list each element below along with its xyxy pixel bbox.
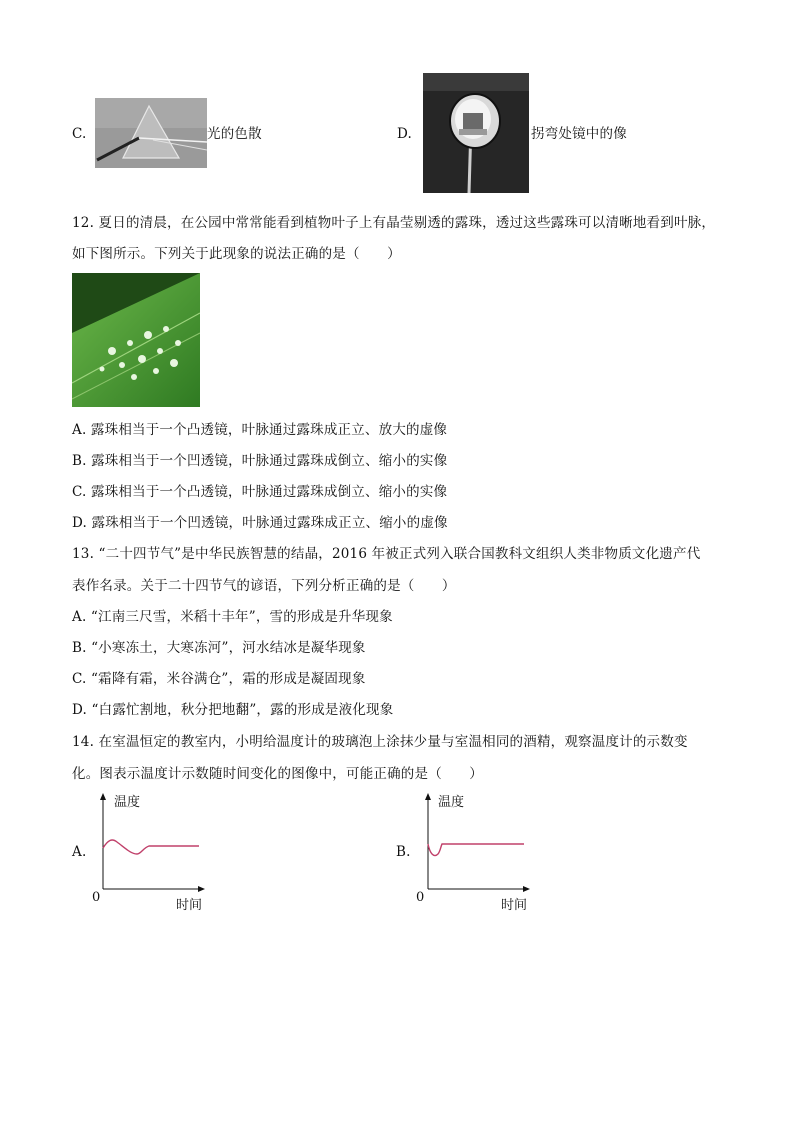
q14-graph-a-ylabel: 温度 xyxy=(114,795,141,810)
q14-graph-a-x-arrow xyxy=(198,886,205,892)
q14-graph-a-xlabel: 时间 xyxy=(176,898,203,913)
q14-graph-b-y-arrow xyxy=(425,793,431,800)
q14-stem-line1: 14. 在室温恒定的教室内，小明给温度计的玻璃泡上涂抹少量与室温相同的酒精，观察温度计的示数变 xyxy=(72,734,688,750)
q12-option-c: C. 露珠相当于一个凸透镜，叶脉通过露珠成倒立、缩小的实像 xyxy=(72,484,448,500)
prism-dispersion-photo xyxy=(95,98,207,168)
q14-graph-b xyxy=(420,792,532,894)
q14-graph-a-y-arrow xyxy=(100,793,106,800)
q12-stem-line1: 12. 夏日的清晨，在公园中常常能看到植物叶子上有晶莹剔透的露珠，透过这些露珠可以清晰地看到叶脉， xyxy=(72,215,716,231)
q14-graph-a-origin: 0 xyxy=(92,890,101,905)
q12-option-a: A. 露珠相当于一个凸透镜，叶脉通过露珠成正立、放大的虚像 xyxy=(72,422,448,438)
q14-graph-b-letter: B. xyxy=(396,844,411,860)
q13-stem-line1: 13. “二十四节气”是中华民族智慧的结晶，2016 年被正式列入联合国教科文组织人类非物质文化遗产代 xyxy=(72,546,701,562)
q14-graph-b-x-arrow xyxy=(523,886,530,892)
q13-option-a: A. “江南三尺雪，米稻十丰年”，雪的形成是升华现象 xyxy=(72,609,393,625)
q12-option-d: D. 露珠相当于一个凹透镜，叶脉通过露珠成正立、缩小的虚像 xyxy=(72,515,448,531)
q14-graph-b-curve xyxy=(428,844,524,856)
convex-mirror-photo xyxy=(423,73,529,193)
prism-dispersion-image xyxy=(95,98,207,168)
q11-option-c-letter: C. xyxy=(72,126,87,142)
q11-option-c-caption: 光的色散 xyxy=(207,126,262,142)
q13-stem-line2: 表作名录。关于二十四节气的谚语，下列分析正确的是（ ） xyxy=(72,578,456,594)
q14-graph-a xyxy=(95,792,207,894)
q14-graph-b-origin: 0 xyxy=(416,890,425,905)
q13-option-c: C. “霜降有霜，米谷满仓”，霜的形成是凝固现象 xyxy=(72,671,366,687)
q14-stem-line2: 化。图表示温度计示数随时间变化的图像中，可能正确的是（ ） xyxy=(72,766,483,782)
q12-stem-line2: 如下图所示。下列关于此现象的说法正确的是（ ） xyxy=(72,246,401,262)
q14-graph-a-curve xyxy=(103,840,199,854)
q11-option-d-letter: D. xyxy=(397,126,413,142)
q12-option-b: B. 露珠相当于一个凹透镜，叶脉通过露珠成倒立、缩小的实像 xyxy=(72,453,448,469)
q13-option-d: D. “白露忙割地，秋分把地翻”，露的形成是液化现象 xyxy=(72,702,394,718)
q11-option-d-caption: 拐弯处镜中的像 xyxy=(531,126,627,142)
q14-graph-b-ylabel: 温度 xyxy=(438,795,465,810)
q14-graph-a-letter: A. xyxy=(72,844,87,860)
q13-option-b: B. “小寒冻土，大寒冻河”，河水结冰是凝华现象 xyxy=(72,640,366,656)
dew-leaf-photo xyxy=(72,273,200,407)
q14-graph-b-xlabel: 时间 xyxy=(501,898,528,913)
dew-leaf-image xyxy=(72,273,200,407)
convex-mirror-image xyxy=(423,73,529,193)
